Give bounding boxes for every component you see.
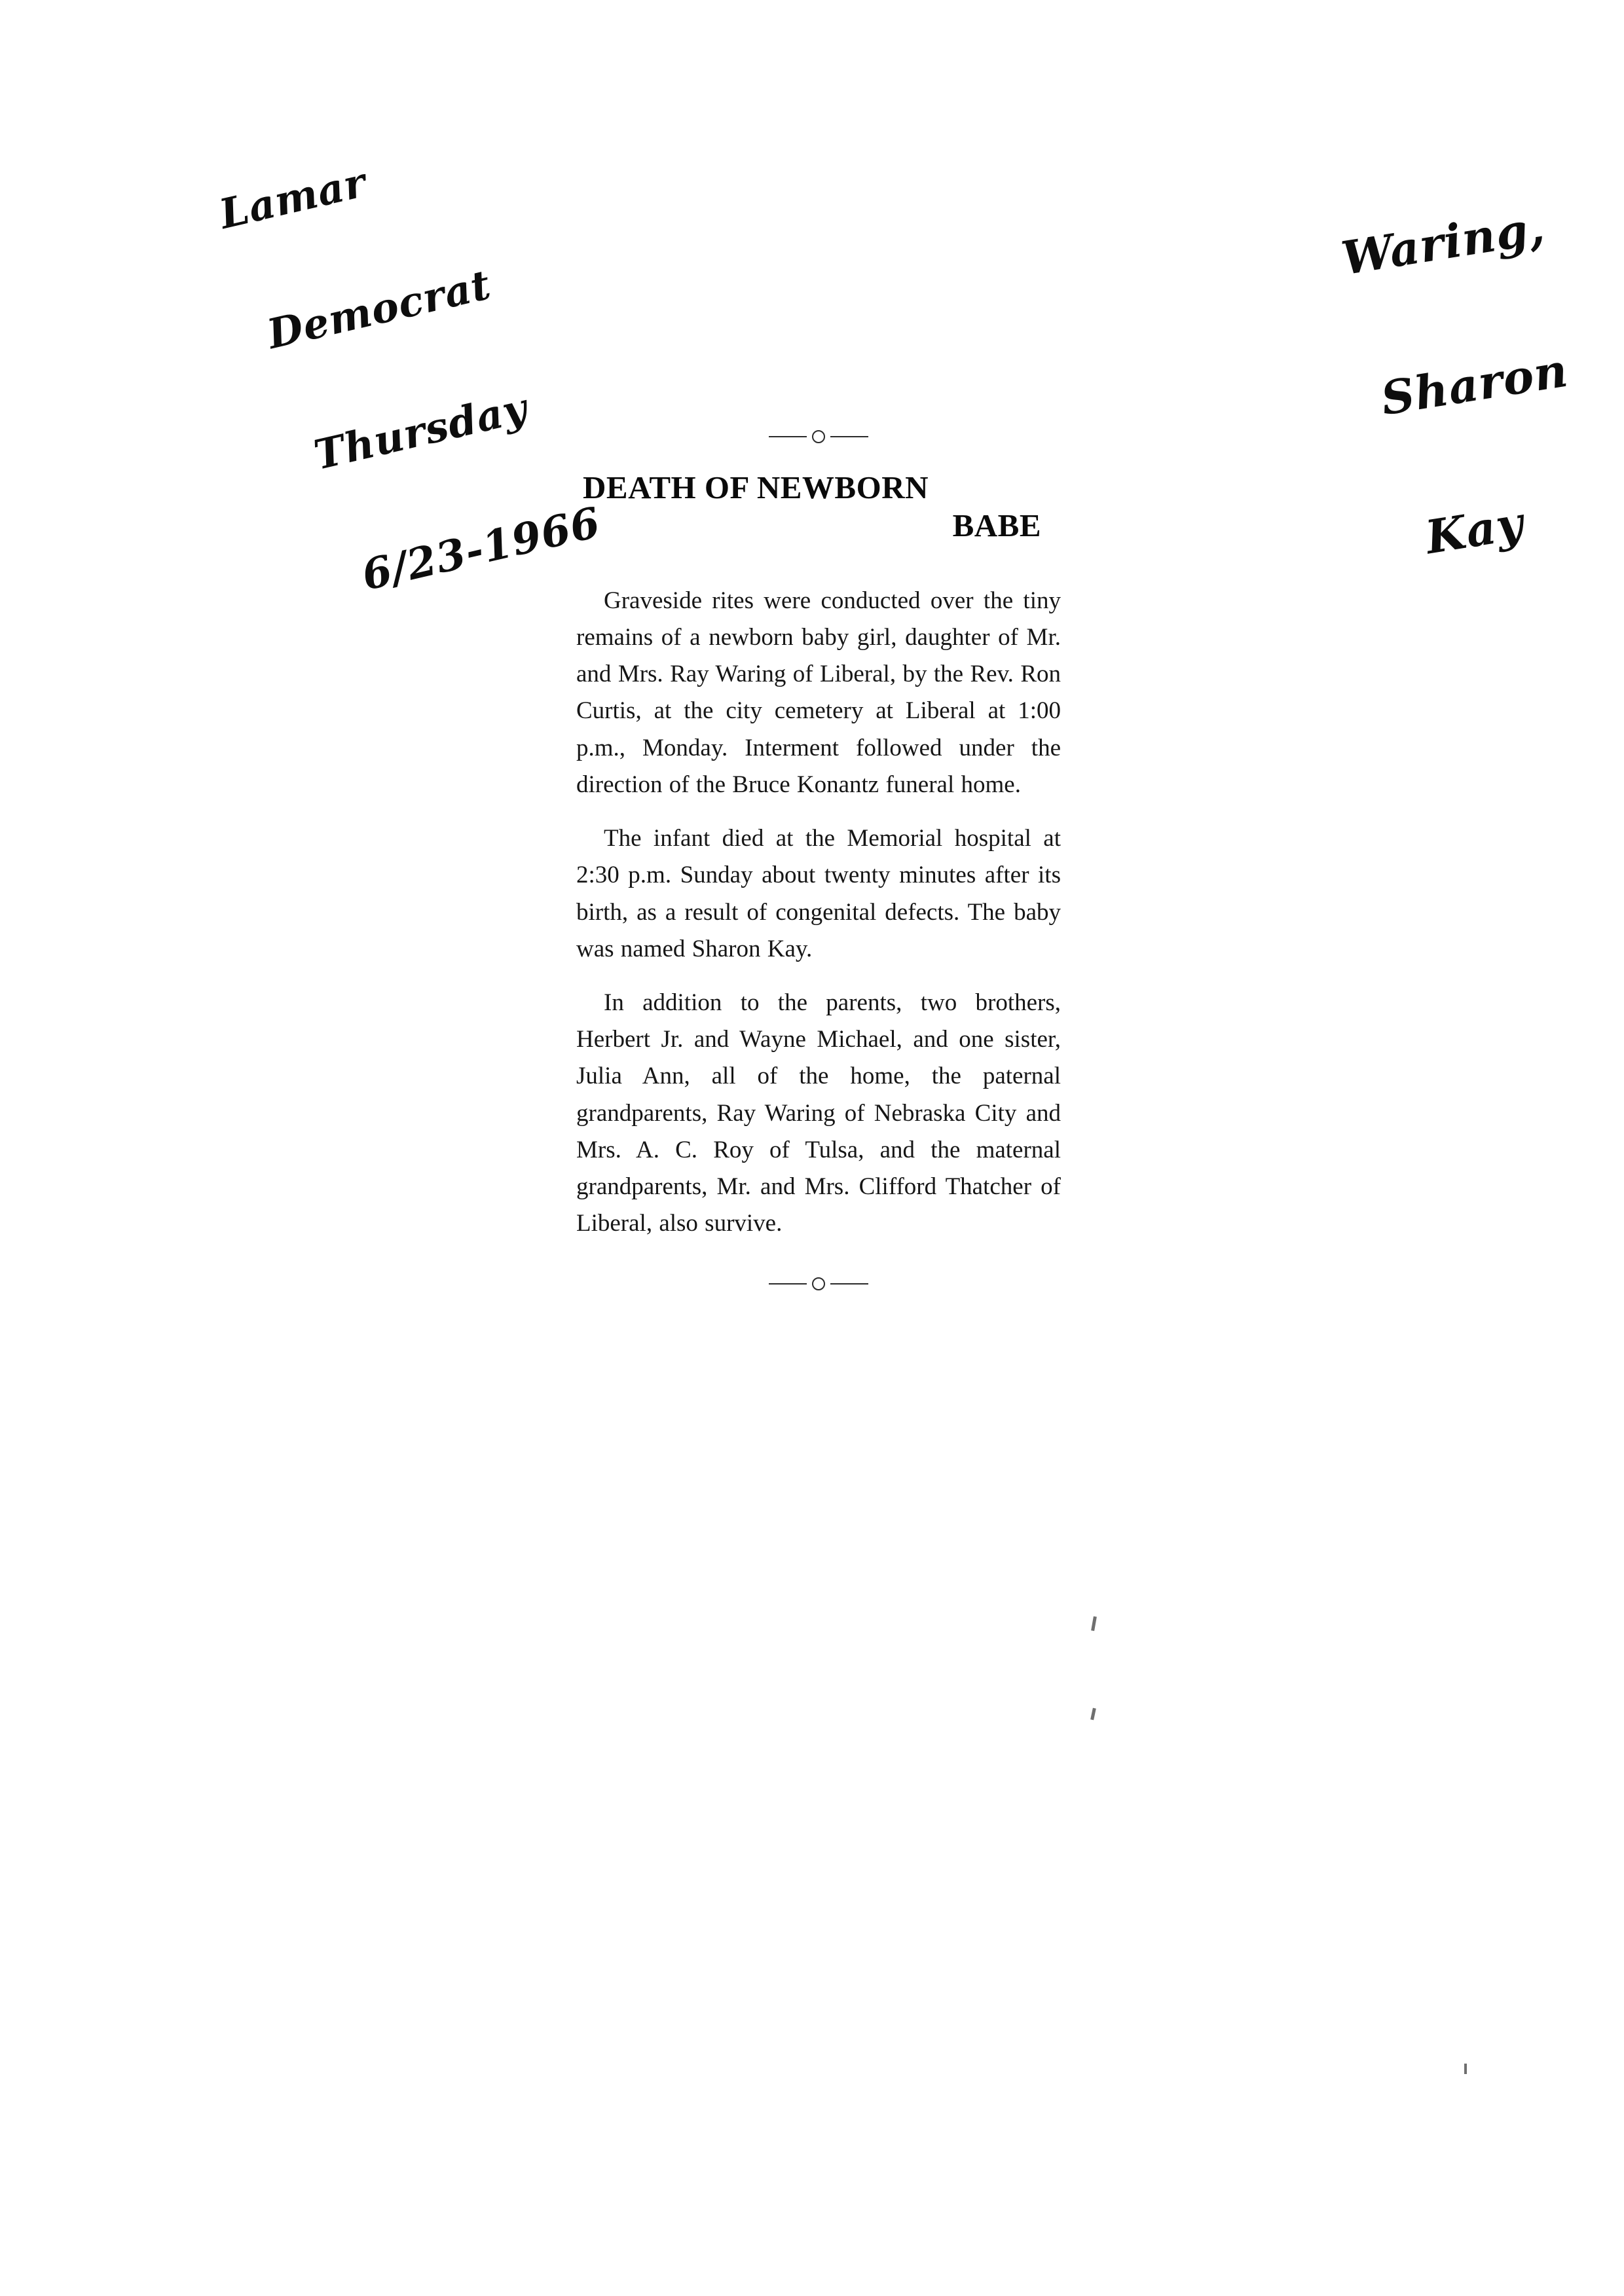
divider-rule-top <box>576 426 1061 445</box>
divider-dash-left <box>769 1283 807 1285</box>
subject-annotation-line-1: Waring, <box>1337 200 1549 286</box>
source-annotation-line-3: Thursday <box>309 383 532 479</box>
article-headline <box>576 469 1061 545</box>
subject-annotation-line-2: Sharon <box>1376 342 1572 426</box>
source-annotation <box>196 44 614 653</box>
scan-speck <box>1464 2064 1467 2074</box>
newspaper-clipping <box>576 426 1061 1292</box>
scan-speck <box>1090 1708 1096 1721</box>
article-paragraph: Graveside rites were conducted over the tiny remains of a newborn baby girl, daughter of Mr. and Mrs. Ray Waring of Liberal, by the Rev. Ron Curtis, at the city cemetery at Liberal at 1:00 p.m., Monday. Interment followed under the direction of the Bruce Konantz funeral home. <box>576 587 1061 798</box>
divider-dash-right <box>830 436 868 437</box>
scan-speck <box>1091 1616 1097 1631</box>
divider-dash-right <box>830 1283 868 1285</box>
source-annotation-line-4: 6/23-1966 <box>357 498 605 601</box>
divider-circle-icon <box>812 430 825 443</box>
source-annotation-line-1: Lamar <box>215 158 371 239</box>
article-paragraph: The infant died at the Memorial hospital at 2:30 p.m. Sunday about twenty minutes after its birth, as a result of congenital defects. The baby was named Sharon Kay. <box>576 825 1061 962</box>
divider-rule-bottom <box>576 1273 1061 1292</box>
article-headline-line-1: DEATH OF NEWBORN <box>583 469 929 505</box>
divider-dash-left <box>769 436 807 437</box>
article-headline-line-2: BABE <box>952 507 1041 543</box>
subject-annotation <box>1323 108 1601 615</box>
subject-annotation-line-3: Kay <box>1422 495 1528 565</box>
source-annotation-line-2: Democrat <box>263 261 496 359</box>
article-paragraph: In addition to the parents, two brothers, Herbert Jr. and Wayne Michael, and one sister, Julia Ann, all of the home, the paternal grandparents, Ray Waring of Nebraska City and Mrs. A. C. Roy of Tulsa, and the maternal grandparents, Mr. and Mrs. Clifford Thatcher of Liberal, also survive. <box>576 989 1061 1237</box>
divider-circle-icon <box>812 1277 825 1290</box>
